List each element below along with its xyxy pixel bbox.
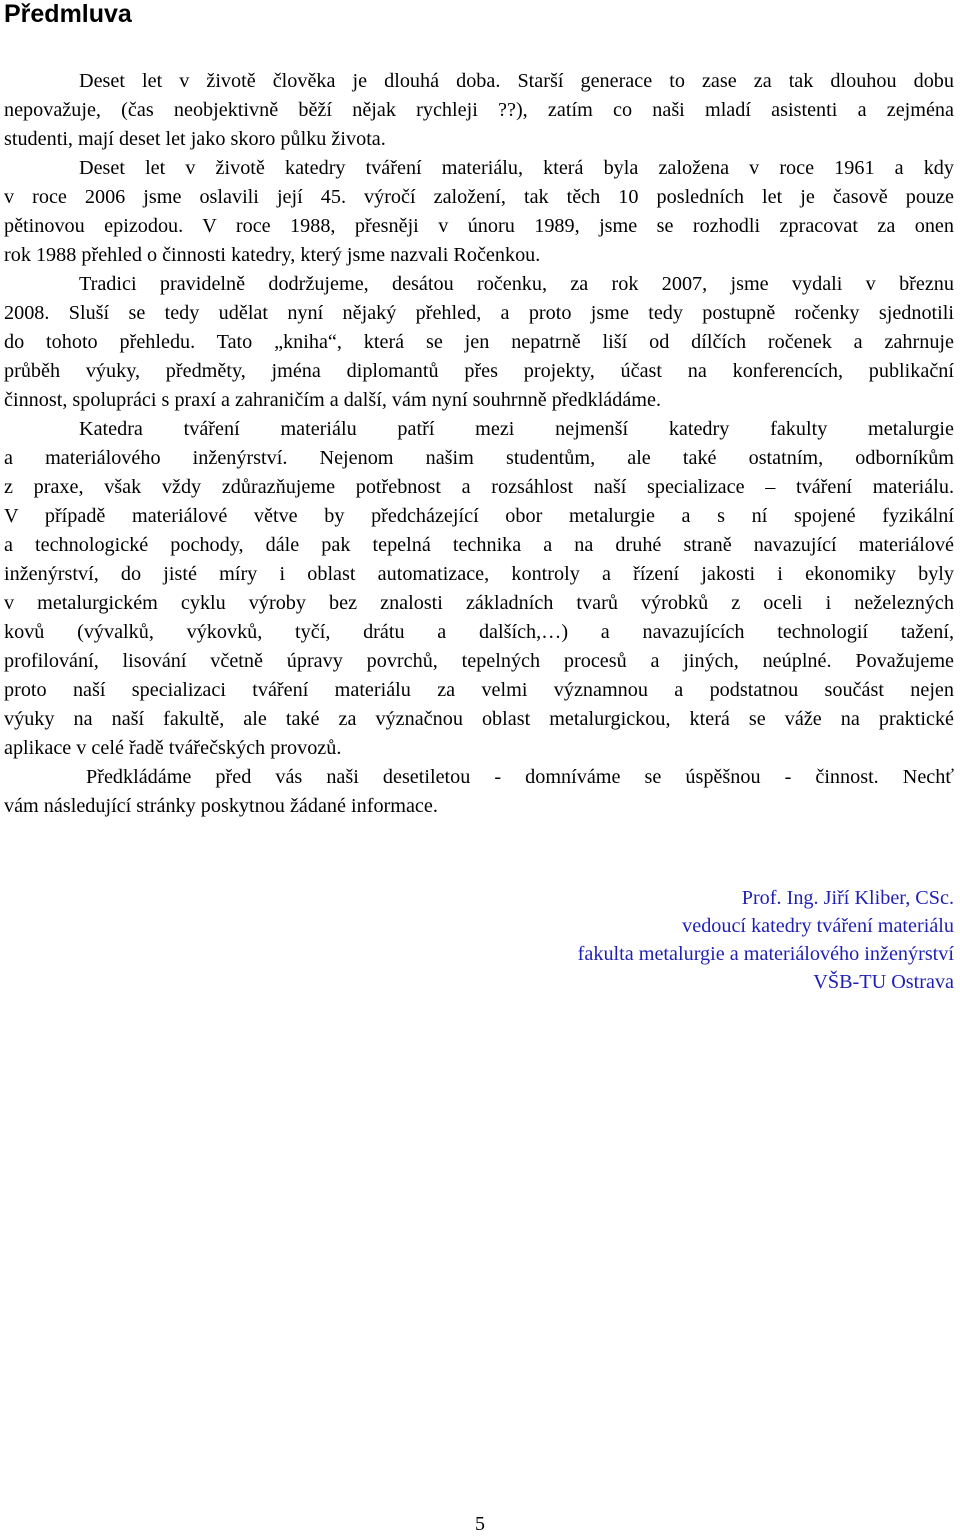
text-line: V případě materiálové větve by předcházející obor metalurgie a s ní spojené fyzikální xyxy=(4,505,954,527)
signature-university: VŠB-TU Ostrava xyxy=(813,971,954,993)
text-line: činnost, spolupráci s praxí a zahraničím a další, vám nyní souhrnně předkládáme. xyxy=(4,389,662,411)
preface-text xyxy=(4,67,954,821)
page-number: 5 xyxy=(475,1513,485,1535)
text-line: profilování, lisování včetně úpravy povrchů, tepelných procesů a jiných, neúplné. Považujeme xyxy=(4,650,954,672)
signature-faculty: fakulta metalurgie a materiálového inženýrství xyxy=(577,943,954,965)
text-line: výuky na naší fakultě, ale také za význačnou oblast metalurgickou, která se váže na praktické xyxy=(4,708,954,730)
page-title: Předmluva xyxy=(4,0,132,28)
text-line: Předkládáme před vás naši desetiletou - domníváme se úspěšnou - činnost. Nechť xyxy=(86,766,954,788)
text-line: do tohoto přehledu. Tato „kniha“, která se jen nepatrně liší od dílčích ročenek a zahrnuje xyxy=(4,331,954,353)
text-line: vám následující stránky poskytnou žádané informace. xyxy=(4,795,438,817)
text-line: Deset let v životě katedry tváření materiálu, která byla založena v roce 1961 a kdy xyxy=(79,157,954,179)
text-line: 2008. Sluší se tedy udělat nyní nějaký přehled, a proto jsme tedy postupně ročenky sjednotili xyxy=(4,302,954,324)
text-line: v roce 2006 jsme oslavili její 45. výročí založení, tak těch 10 posledních let je časově pouze xyxy=(4,186,954,208)
text-line: z praxe, však vždy zdůrazňujeme potřebnost a rozsáhlost naší specializace – tváření materiálu. xyxy=(4,476,954,498)
text-line: aplikace v celé řadě tvářečských provozů. xyxy=(4,737,342,759)
text-line: Tradici pravidelně dodržujeme, desátou ročenku, za rok 2007, jsme vydali v březnu xyxy=(79,273,954,295)
text-line: a materiálového inženýrství. Nejenom našim studentům, ale také ostatním, odborníkům xyxy=(4,447,954,469)
text-line: studenti, mají deset let jako skoro půlku života. xyxy=(4,128,386,150)
text-line: nepovažuje, (čas neobjektivně běží nějak rychleji ??), zatím co naši mladí asistenti a zejména xyxy=(4,99,954,121)
text-line: pětinovou epizodou. V roce 1988, přesněji v únoru 1989, jsme se rozhodli zpracovat za onen xyxy=(4,215,954,237)
signature-role: vedoucí katedry tváření materiálu xyxy=(682,915,954,937)
text-line: v metalurgickém cyklu výroby bez znalosti základních tvarů výrobků z oceli i neželezných xyxy=(4,592,954,614)
text-line: Katedra tváření materiálu patří mezi nejmenší katedry fakulty metalurgie xyxy=(79,418,954,440)
text-line: a technologické pochody, dále pak tepelná technika a na druhé straně navazující materiálové xyxy=(4,534,954,556)
text-line: inženýrství, do jisté míry i oblast automatizace, kontroly a řízení jakosti i ekonomiky byly xyxy=(4,563,954,585)
signature-name: Prof. Ing. Jiří Kliber, CSc. xyxy=(741,887,954,909)
text-line: rok 1988 přehled o činnosti katedry, který jsme nazvali Ročenkou. xyxy=(4,244,541,266)
signature-block xyxy=(578,884,954,996)
text-line: kovů (vývalků, výkovků, tyčí, drátu a dalších,…) a navazujících technologií tažení, xyxy=(4,621,954,643)
text-line: proto naší specializaci tváření materiálu za velmi významnou a podstatnou součást nejen xyxy=(4,679,954,701)
text-line: Deset let v životě člověka je dlouhá doba. Starší generace to zase za tak dlouhou dobu xyxy=(79,70,954,92)
text-line: průběh výuky, předměty, jména diplomantů přes projekty, účast na konferencích, publikační xyxy=(4,360,954,382)
